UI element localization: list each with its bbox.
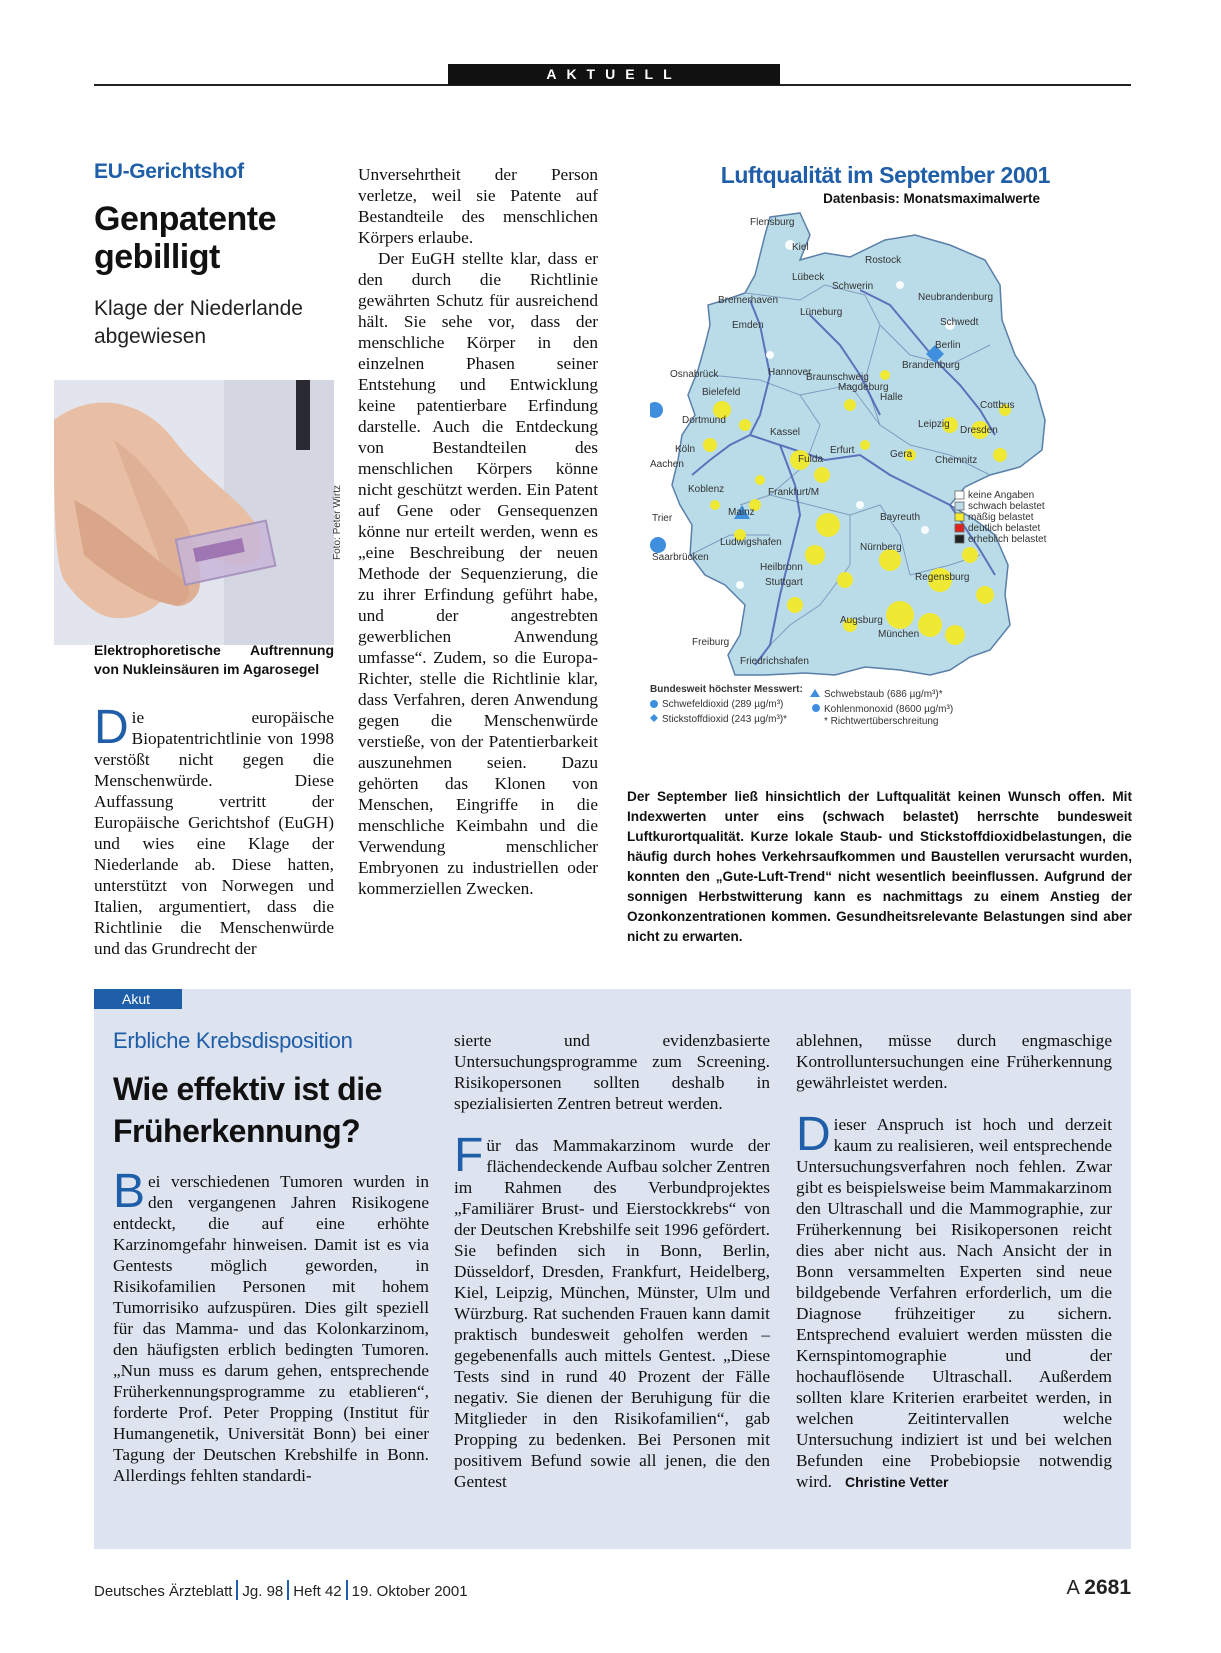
box-author: Christine Vetter: [844, 1474, 949, 1490]
dropcap: B: [113, 1165, 146, 1218]
map-subtitle: Datenbasis: Monatsmaximalwerte: [823, 191, 1040, 206]
article-column-1: [94, 701, 334, 959]
svg-text:Emden: Emden: [732, 320, 764, 331]
box-text: ieser Anspruch ist hoch und derzeit kaum zu realisieren, weil entsprechende Untersuchungsverfahren noch fehlen. Zwar gibt es beispielsweise beim Mammakarzinom den Ultraschall und die Mammographie, zur Früherkennung bei Risikopersonen reicht dies aber nicht aus. Nach Ansicht der in Bonn versammelten Experten sind neue bildgebende Verfahren erforderlich, um die Diagnose frühzeitiger zu sichern. Entsprechend evaluiert werden müssten die Kernspintomographie und der hochauflösende Ultraschall. Außerdem sollten klare Kriterien erarbeitet werden, in welchen Zeitintervallen welche Untersuchung indiziert ist und bei welchen Befunden eine Probebiopsie notwendig wird.: [796, 1115, 1112, 1491]
box-paragraph: sierte und evidenzbasierte Untersuchungsprogramme zum Screening. Risikopersonen sollten deshalb in spezialisierten Zentren betreut werden.: [454, 1031, 770, 1113]
headline-line: Wie effektiv ist die: [113, 1071, 382, 1107]
article-subline: [94, 295, 334, 351]
box-kicker: Erbliche Krebsdisposition: [113, 1028, 353, 1053]
dropcap: F: [454, 1129, 484, 1182]
svg-text:Bundesweit höchster Messwert:: Bundesweit höchster Messwert:: [650, 684, 803, 695]
footer-separator: [287, 1580, 289, 1600]
svg-text:Friedrichshafen: Friedrichshafen: [740, 656, 809, 667]
svg-text:Lübeck: Lübeck: [792, 272, 825, 283]
box-paragraph: ablehnen, müsse durch engmaschige Kontrolluntersuchungen eine Früherkennung gewährleistet werden.: [796, 1031, 1112, 1092]
svg-text:Hannover: Hannover: [768, 367, 812, 378]
svg-text:Leipzig: Leipzig: [918, 419, 950, 430]
svg-text:München: München: [878, 629, 920, 640]
hand-gel-illustration: [54, 380, 334, 645]
svg-text:Frankfurt/M: Frankfurt/M: [768, 487, 820, 498]
map-caption: Der September ließ hinsichtlich der Luftqualität keinen Wunsch offen. Mit Indexwerten unter eins (schwach belastet) herrschte bundesweit Luftkurortqualität. Kurze lokale Staub- und Stickstoffdioxidbelastungen, die häufig durch hohes Verkehrsaufkommen und Baustellen verursacht wurden, konnten den „Gute-Luft-Trend“ nicht wesentlich beeinflussen. Aufgrund der sonnigen Herbstwitterung kann es nachmittags zu einem Anstieg der Ozonkonzentrationen kommen. Gesundheitsrelevante Belastungen sind aber nicht zu erwarten.: [627, 789, 1132, 944]
headline-line: Früherkennung?: [113, 1113, 361, 1149]
svg-text:Schwefeldioxid (289 µg/m³): Schwefeldioxid (289 µg/m³): [662, 699, 784, 710]
akut-tab: Akut: [94, 989, 182, 1009]
svg-text:Koblenz: Koblenz: [688, 484, 725, 495]
svg-text:Bielefeld: Bielefeld: [702, 387, 741, 398]
marker-so2: [650, 402, 663, 418]
svg-text:* Richtwertüberschreitung: * Richtwertüberschreitung: [824, 716, 939, 727]
svg-text:Ludwigshafen: Ludwigshafen: [720, 537, 782, 548]
caption-line: Elektrophoretische Auftrennung: [94, 642, 334, 658]
air-quality-map: [650, 205, 1120, 775]
caption-line: von Nukleinsäuren im Agarosegel: [94, 661, 320, 677]
article-paragraph: Der EuGH stellte klar, dass er den durch die Richtlinie gewährten Schutz für ausreichend hält. Sie sehe vor, dass der menschliche Körper in den einzelnen Phasen seiner Entstehung und Entwicklung keine patentierbare Erfindung darstelle. Auch die Entdeckung von Bestandteilen des menschlichen Körpers könne nicht geschützt werden. Ein Patent auf Gene oder Gensequenzen könne nur erteilt werden, wenn es „eine Beschreibung der neuen Methode der Sequenzierung, die zu ihrer Erfindung geführt habe, und der angestrebten gewerblichen Anwendung umfasse“. Zudem, so die Europa-Richter, stelle die Richtlinie klar, dass Verfahren, deren Anwendung gegen die Menschenwürde verstieße, von der Patentierbarkeit auszunehmen seien. Dazu gehörten das Klonen von Menschen, Eingriffe in die menschliche Keimbahn und die Verwendung menschlicher Embryonen zu industriellen oder kommerziellen Zwecken.: [358, 249, 598, 898]
svg-text:Rostock: Rostock: [865, 255, 902, 266]
box-column-3: [796, 1030, 1112, 1493]
journal-volume: Jg. 98: [242, 1583, 284, 1600]
article-paragraph: Unversehrtheit der Person verletze, weil sie Patente auf Bestandteile des menschlichen Körpers erlaube.: [358, 165, 598, 247]
svg-text:Saarbrücken: Saarbrücken: [652, 552, 709, 563]
svg-text:Schwedt: Schwedt: [940, 317, 979, 328]
svg-text:Neubrandenburg: Neubrandenburg: [918, 292, 994, 303]
footer-separator: [346, 1580, 348, 1600]
svg-text:Erfurt: Erfurt: [830, 445, 855, 456]
page-prefix: A: [1066, 1577, 1079, 1599]
page-footer: [94, 1576, 1131, 1600]
svg-text:Bremerhaven: Bremerhaven: [718, 295, 779, 306]
article-text: ie europäische Biopatentrichtlinie von 1998 verstößt nicht gegen die Menschenwürde. Diese Auffassung vertritt der Europäische Gerichtshof (EuGH) und wies eine Klage der Niederlande ab. Diese hatten, unterstützt von Norwegen und Italien, argumentiert, dass die Richtlinie die Menschenwürde und das Grundrecht der: [94, 708, 334, 958]
headline-line: Genpatente: [94, 200, 277, 238]
svg-text:Chemnitz: Chemnitz: [935, 455, 978, 466]
svg-text:Stuttgart: Stuttgart: [765, 577, 803, 588]
dropcap: D: [796, 1108, 831, 1161]
article-kicker: EU-Gerichtshof: [94, 160, 244, 183]
svg-text:Dortmund: Dortmund: [682, 415, 726, 426]
svg-text:Gera: Gera: [890, 449, 913, 460]
svg-text:Kohlenmonoxid (8600 µg/m³): Kohlenmonoxid (8600 µg/m³): [824, 704, 954, 715]
subline-line: abgewiesen: [94, 325, 207, 348]
svg-text:Regensburg: Regensburg: [915, 572, 970, 583]
journal-date: 19. Oktober 2001: [351, 1583, 468, 1600]
svg-text:Cottbus: Cottbus: [980, 400, 1015, 411]
svg-text:Freiburg: Freiburg: [692, 637, 730, 648]
svg-text:keine Angaben: keine Angaben: [968, 490, 1035, 501]
svg-text:mäßig belastet: mäßig belastet: [968, 512, 1034, 523]
svg-text:Osnabrück: Osnabrück: [670, 369, 719, 380]
svg-text:Mainz: Mainz: [728, 507, 755, 518]
svg-text:Stickstoffdioxid (243 µg/m³)*: Stickstoffdioxid (243 µg/m³)*: [662, 714, 788, 725]
map-legend: [955, 490, 1047, 545]
box-column-1: [113, 1165, 429, 1486]
svg-text:Heilbronn: Heilbronn: [760, 562, 803, 573]
article-photo: [54, 380, 334, 645]
map-title: Luftqualität im September 2001: [720, 162, 1050, 188]
section-label: AKTUELL: [448, 64, 780, 85]
footer-separator: [236, 1580, 238, 1600]
svg-text:deutlich belastet: deutlich belastet: [968, 523, 1041, 534]
svg-text:Berlin: Berlin: [935, 340, 961, 351]
svg-text:Trier: Trier: [652, 513, 673, 524]
headline-line: gebilligt: [94, 238, 220, 276]
svg-text:Magdeburg: Magdeburg: [838, 382, 889, 393]
box-headline: [113, 1068, 382, 1152]
svg-text:Schwerin: Schwerin: [832, 281, 874, 292]
svg-text:Braunschweig: Braunschweig: [806, 372, 869, 383]
marker-co: [650, 537, 666, 553]
svg-text:Augsburg: Augsburg: [840, 615, 883, 626]
svg-text:Lüneburg: Lüneburg: [800, 307, 843, 318]
journal-name: Deutsches Ärzteblatt: [94, 1583, 233, 1600]
page-number-value: 2681: [1084, 1576, 1131, 1599]
svg-text:erheblich belastet: erheblich belastet: [968, 534, 1047, 545]
svg-text:Kassel: Kassel: [770, 427, 801, 438]
svg-text:Kiel: Kiel: [792, 242, 809, 253]
photo-credit: Foto: Peter Wirtz: [332, 484, 343, 560]
article-headline: [94, 200, 276, 276]
page-number: [1066, 1576, 1131, 1600]
dropcap: D: [94, 701, 129, 754]
svg-text:Nürnberg: Nürnberg: [860, 542, 902, 553]
svg-text:Schwebstaub (686 µg/m³)*: Schwebstaub (686 µg/m³)*: [824, 689, 943, 700]
photo-caption: [94, 641, 334, 679]
svg-text:Fulda: Fulda: [798, 454, 824, 465]
journal-issue: Heft 42: [293, 1583, 342, 1600]
svg-text:Dresden: Dresden: [960, 425, 998, 436]
subline-line: Klage der Niederlande: [94, 297, 303, 320]
svg-text:Flensburg: Flensburg: [750, 217, 795, 228]
box-text: ei verschiedenen Tumoren wurden in den vergangenen Jahren Risikogene entdeckt, die auf eine erhöhte Karzinomgefahr hinweisen. Damit ist es via Gentests möglich geworden, in Risikofamilien Personen mit hohem Tumorrisiko aufzuspüren. Dies gilt speziell für das Mamma- und das Kolonkarzinom, den häufigsten erblich bedingten Tumoren. „Nun muss es darum gehen, entsprechende Früherkennungsprogramme zu etablieren“, forderte Prof. Peter Propping (Institut für Humangenetik, Universität Bonn) bei einer Tagung der Deutschen Krebshilfe in Bonn. Allerdings fehlten standardi-: [113, 1172, 429, 1485]
article-column-2: [358, 164, 598, 899]
svg-text:Bayreuth: Bayreuth: [880, 512, 921, 523]
svg-text:Aachen: Aachen: [650, 459, 684, 470]
svg-text:Köln: Köln: [675, 444, 696, 455]
svg-text:schwach belastet: schwach belastet: [968, 501, 1045, 512]
svg-text:Halle: Halle: [880, 392, 903, 403]
measure-legend: [650, 684, 953, 727]
box-column-2: [454, 1030, 770, 1492]
svg-text:Brandenburg: Brandenburg: [902, 360, 960, 371]
box-text: ür das Mammakarzinom wurde der flächendeckende Aufbau solcher Zentren im Rahmen des Verbundprojektes „Familiärer Brust- und Eierstockkrebs“ von der Deutschen Krebshilfe seit 1996 gefördert. Sie befinden sich in Bonn, Berlin, Düsseldorf, Dresden, Frankfurt, Heidelberg, Kiel, Leipzig, München, Münster, Ulm und Würzburg. Rat suchenden Frauen kann damit praktisch bundesweit geholfen werden – gegebenenfalls auch mittels Gentest. „Diese Tests sind in rund 40 Prozent der Fälle negativ. Sie dienen der Beruhigung für die Mitglieder in den Risikofamilien“, gab Propping zu bedenken. Bei Personen mit positivem Befund sowie all jenen, die den Gentest: [454, 1136, 770, 1491]
